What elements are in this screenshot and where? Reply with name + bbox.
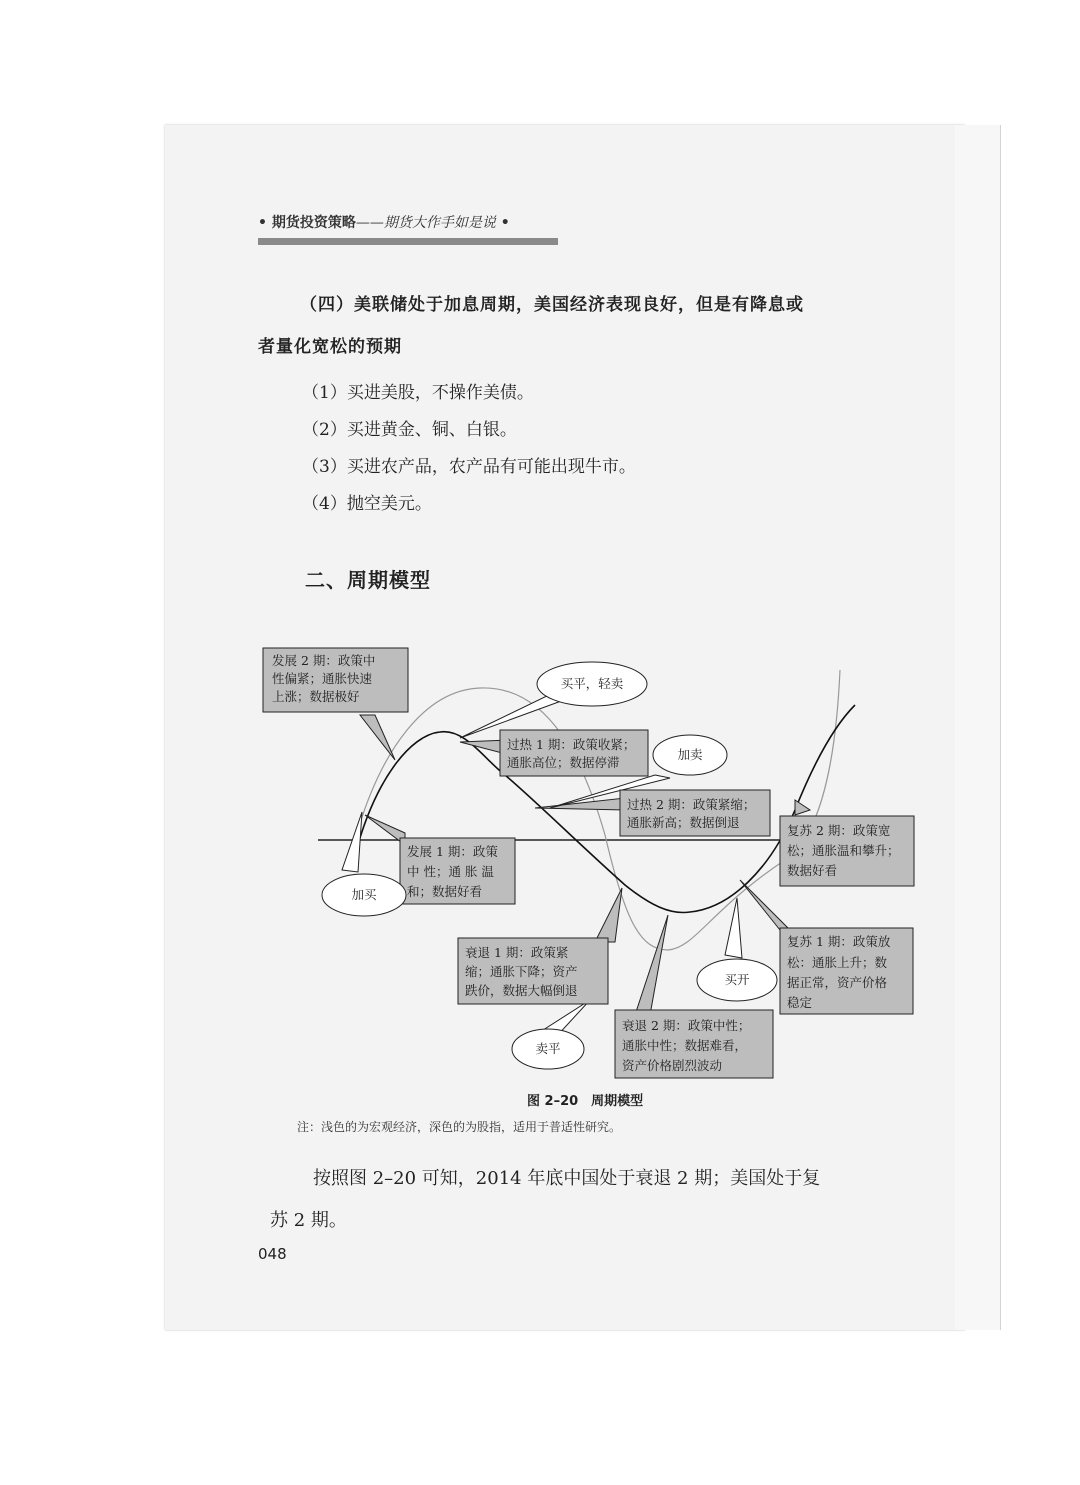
header-bullet-left: • (258, 215, 272, 231)
stage-text: 复苏 2 期：政策宽 (787, 823, 891, 838)
running-header (258, 212, 558, 232)
header-title: 期货投资策略 (271, 215, 356, 231)
bubble-buy-open (697, 959, 777, 1001)
strategy-item: （4）抛空美元。 (302, 494, 432, 514)
stage-text: 发展 2 期：政策中 (272, 653, 376, 668)
stage-box-decline2 (615, 1010, 773, 1078)
stage-box-over2 (620, 790, 770, 836)
section-title: 二、周期模型 (305, 568, 431, 592)
pointer-rec1b (740, 880, 795, 935)
bubble-text: 加买 (351, 887, 377, 902)
figure-note: 注：浅色的为宏观经济，深色的为股指，适用于普适性研究。 (297, 1120, 622, 1134)
stage-text: 衰退 2 期：政策中性； (622, 1018, 751, 1033)
stage-text: 过热 2 期：政策紧缩； (627, 797, 756, 812)
stage-text: 松：通胀上升；数 (787, 955, 888, 970)
stage-text: 通胀新高；数据倒退 (627, 815, 740, 830)
bubble-add-sell (653, 735, 727, 775)
stage-text: 缩；通胀下降；资产 (465, 964, 578, 979)
stage-text: 过热 1 期：政策收紧； (507, 737, 636, 752)
figure-caption: 图 2–20 周期模型 (527, 1094, 644, 1109)
bubble-pointer-add-buy (342, 812, 362, 872)
stage-text: 跌价，数据大幅倒退 (465, 983, 578, 998)
bubble-pointer-buy-open (725, 898, 742, 958)
stage-text: 发展 1 期：政策 (407, 844, 498, 859)
stage-text: 通胀中性；数据难看， (622, 1038, 748, 1053)
stage-box-dev2 (263, 648, 408, 712)
stage-box-recovery1 (780, 928, 913, 1014)
bubble-text: 加卖 (677, 747, 703, 762)
stage-text: 性偏紧；通胀快速 (272, 671, 373, 686)
bubble-add-buy (322, 874, 406, 916)
subsection-heading-line2: 者量化宽松的预期 (258, 337, 402, 357)
conclusion-line1: 按照图 2–20 可知，2014 年底中国处于衰退 2 期；美国处于复 (313, 1168, 821, 1189)
strategy-item: （3）买进农产品，农产品有可能出现牛市。 (302, 457, 636, 477)
stage-box-over1 (500, 730, 648, 776)
conclusion-line2: 苏 2 期。 (270, 1210, 347, 1231)
stage-text: 稳定 (787, 995, 813, 1010)
pointer-rec2 (635, 915, 668, 1015)
header-bullet-right: • (495, 215, 510, 231)
cycle-model-diagram (250, 630, 930, 1080)
stage-text: 中 性；通 胀 温 (407, 864, 494, 879)
stage-box-dev1 (400, 838, 515, 904)
pointer-rec2-right (795, 800, 810, 815)
stage-text: 上涨；数据极好 (272, 689, 360, 704)
pointer-dev2 (360, 715, 395, 760)
stage-text: 松；通胀温和攀升； (787, 843, 900, 858)
page-number: 048 (258, 1245, 287, 1263)
subsection-heading-line1: （四）美联储处于加息周期，美国经济表现良好，但是有降息或 (300, 295, 804, 315)
stage-text: 和；数据好看 (407, 884, 483, 899)
stage-text: 通胀高位；数据停滞 (507, 755, 620, 770)
page-edge (955, 125, 1001, 1330)
bubble-text: 买平，轻卖 (560, 676, 624, 691)
bubble-text: 卖平 (535, 1041, 561, 1056)
conclusion-paragraph (270, 1158, 925, 1242)
strategy-list (302, 375, 902, 523)
bubble-text: 买开 (724, 972, 750, 987)
stage-text: 复苏 1 期：政策放 (787, 934, 891, 949)
stage-text: 衰退 1 期：政策紧 (465, 945, 569, 960)
strategy-item: （1）买进美股，不操作美债。 (302, 383, 534, 403)
header-subtitle: ——期货大作手如是说 (355, 215, 496, 231)
header-rule (258, 238, 558, 245)
bubble-sell-light (537, 662, 647, 706)
stage-text: 资产价格剧烈波动 (622, 1058, 723, 1073)
subsection-heading (258, 284, 920, 368)
stage-text: 据正常，资产价格 (787, 975, 888, 990)
stage-text: 数据好看 (787, 863, 838, 878)
pointer-rec1 (595, 888, 622, 942)
stage-box-decline1 (458, 938, 608, 1004)
stage-box-rec2 (780, 816, 914, 886)
strategy-item: （2）买进黄金、铜、白银。 (302, 420, 517, 440)
bubble-sell-close (512, 1029, 584, 1069)
